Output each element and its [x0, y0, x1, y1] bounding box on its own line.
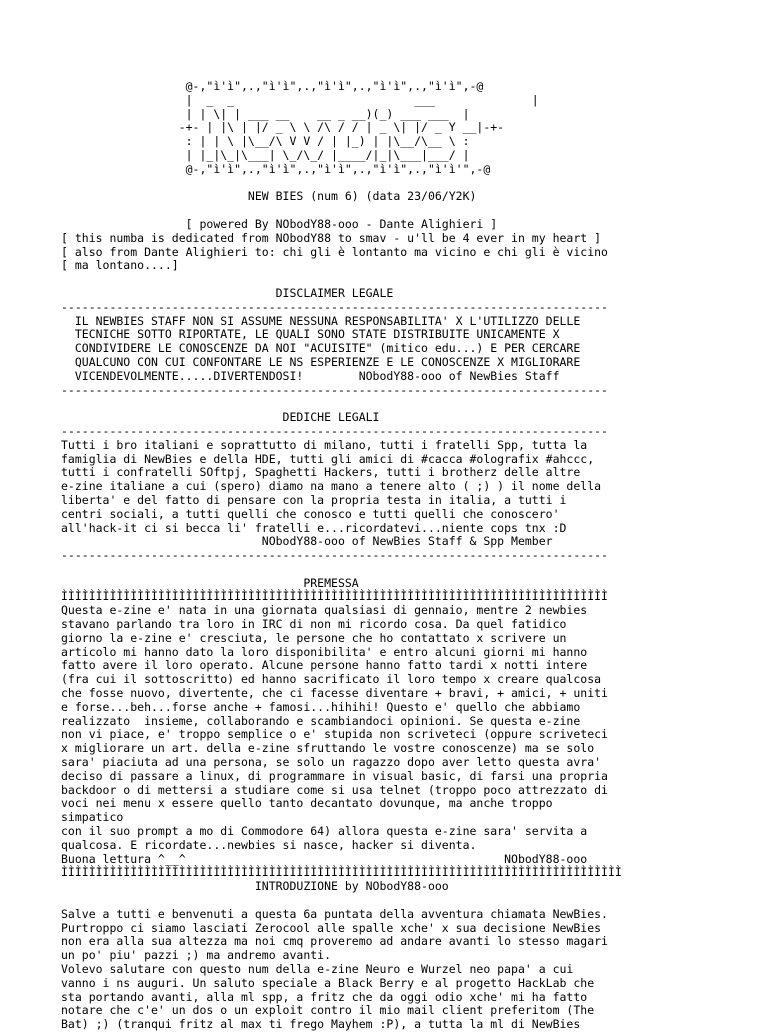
document-line: e-zine italiane a cui (spero) diamo na mano a tenere alto ( ;) ) il nome della	[61, 479, 602, 494]
document-line	[61, 204, 761, 218]
document-line: : | | \ |\__/\ V V / | |_) | |\__/\__ \ :	[61, 134, 470, 149]
document-line: [ also from Dante Alighieri to: chi gli è lontanto ma vicino e chi gli è vicino	[61, 244, 608, 259]
document-line: TECNICHE SOTTO RIPORTATE, LE QUALI SONO STATE DISTRIBUITE UNICAMENTE X	[61, 327, 560, 342]
document-line: sara' piaciuta ad una persona, se solo un ragazzo dopo aver letto questa avra'	[61, 755, 602, 770]
document-line: ÌÌÌÌÌÌÌÌÌÌÌÌÌÌÌÌÌÌÌÌÌÌÌÌÌÌÌÌÌÌÌÌÌÌÌÌÌÌÌÌÌÌÌÌÌÌÌÌÌÌÌÌÌÌÌÌÌÌÌÌÌÌÌÌÌÌÌÌÌÌÌÌÌÌÌÌÌÌÌÌÌ	[61, 865, 622, 880]
document-line: fatto avere il loro operato. Alcune persone hanno fatto tardi x notti intere	[61, 658, 588, 673]
document-line: VICENDEVOLMENTE.....DIVERTENDOSI! NObodY88-ooo of NewBies Staff	[61, 368, 560, 383]
document-line: voci nei menu x essere quello tanto decantato dovunque, ma anche troppo	[61, 796, 553, 811]
document-line: | | \| | ___ __ __ _ __)(_) ___ ___ |	[61, 106, 470, 121]
document-line: CONDIVIDERE LE CONOSCENZE DA NOI "ACUISITE" (mitico edu...) E PER CERCARE	[61, 341, 581, 356]
document-line: simpatico	[61, 810, 124, 825]
document-line: PREMESSA	[61, 575, 359, 590]
document-line: tutti i confratelli SOftpj, Spaghetti Hackers, tutti i brotherz delle altre	[61, 465, 581, 480]
document-line: NEW BIES (num 6) (data 23/06/Y2K)	[61, 189, 477, 204]
document-line: non era alla sua altezza ma noi cmq proveremo ad andare avanti lo stesso magari	[61, 934, 608, 949]
document-line: Volevo salutare con questo num della e-zine Neuro e Wurzel neo papa' a cui	[61, 962, 574, 976]
document-line: vanno i ns auguri. Un saluto speciale a Black Berry e al progetto HackLab che	[61, 975, 595, 990]
document-line: liberta' e del fatto di pensare con la propria testa in italia, a tutti i	[61, 492, 567, 507]
document-line: con il suo prompt a mo di Commodore 64) allora questa e-zine sara' servita a	[61, 824, 588, 839]
document-line	[61, 563, 761, 577]
document-line: non vi piace, e' troppo semplice o e' stupida non scriveteci (oppure scriveteci	[61, 727, 608, 742]
document-line: qualcosa. E ricordate...newbies si nasce, hacker si diventa.	[61, 837, 477, 852]
document-line: -------------------------------------------------------------------------------	[61, 299, 608, 314]
document-line: DISCLAIMER LEGALE	[61, 285, 394, 300]
document-line: Questa e-zine e' nata in una giornata qualsiasi di gennaio, mentre 2 newbies	[61, 603, 588, 618]
document-line: IL NEWBIES STAFF NON SI ASSUME NESSUNA RESPONSABILITA' X L'UTILIZZO DELLE	[61, 313, 581, 328]
document-line: centri sociali, a tutti quelli che conosco e tutti quelli che conoscero'	[61, 506, 560, 521]
document-line: realizzato insieme, collaborando e scambiandoci opinioni. Se questa e-zine	[61, 713, 581, 728]
document-line: Purtroppo ci siamo lasciati Zerocool alle spalle xche' x sua decisione NewBies	[61, 920, 602, 935]
document-line: notare che c'e' un dos o un exploit contro il mio mail client preferitom (The	[61, 1003, 595, 1018]
document-line: -------------------------------------------------------------------------------	[61, 423, 608, 438]
document-line: backdoor o di mettersi a studiare come si usa telnet (troppo poco attrezzato di	[61, 782, 608, 797]
document-line: stavano parlando tra loro in IRC di non mi ricordo cosa. Da quel fatidico	[61, 617, 567, 632]
document-line: all'hack-it ci si becca li' fratelli e...ricordatevi...niente cops tnx :D	[61, 520, 567, 535]
document-line: che fosse nuovo, divertente, che ci facesse diventare + bravi, + amici, + uniti	[61, 686, 608, 701]
document-line: ÌÌÌÌÌÌÌÌÌÌÌÌÌÌÌÌÌÌÌÌÌÌÌÌÌÌÌÌÌÌÌÌÌÌÌÌÌÌÌÌÌÌÌÌÌÌÌÌÌÌÌÌÌÌÌÌÌÌÌÌÌÌÌÌÌÌÌÌÌÌÌÌÌÌÌÌÌÌÌ	[61, 589, 608, 604]
ezine-text-document	[61, 80, 761, 1032]
document-line: @-,"ì'ì",.,"ì'ì",.,"ì'ì",.,"ì'ì",.,"ì'ì",-@	[61, 79, 484, 93]
document-line: -------------------------------------------------------------------------------	[61, 382, 608, 397]
document-line: Bat) ;) (tranqui fritz al max ti frego Mayhem :P), a tutta la ml di NewBies	[61, 1017, 581, 1032]
document-line	[61, 273, 761, 287]
document-line: QUALCUNO CON CUI CONFONTARE LE NS ESPERIENZE E LE CONOSCENZE X MIGLIORARE	[61, 354, 581, 369]
document-line: Salve a tutti e benvenuti a questa 6a puntata della avventura chiamata NewBies.	[61, 906, 608, 921]
document-line: Buona lettura ^__^ NObodY88-ooo	[61, 851, 588, 866]
document-line: | |_|\_|\___| \_/\_/ |____/|_|\___|___/ |	[61, 147, 470, 162]
document-line: [ ma lontano....]	[61, 258, 179, 273]
document-line: NObodY88-ooo of NewBies Staff & Spp Member	[61, 534, 553, 549]
document-line	[61, 177, 761, 191]
document-line: famiglia di NewBies e della HDE, tutti gli amici di #cacca #olografix #ahccc,	[61, 451, 595, 466]
document-line: x migliorare un art. della e-zine sfruttando le vostre conoscenze) ma se solo	[61, 741, 595, 756]
document-line: sta portando avanti, alla ml spp, a fritz che da oggi odio xche' mi ha fatto	[61, 989, 588, 1004]
document-line	[61, 397, 761, 411]
document-line: DEDICHE LEGALI	[61, 410, 380, 425]
document-line: articolo mi hanno dato la loro disponibilita' e entro alcuni giorni mi hanno	[61, 644, 588, 659]
document-line	[61, 894, 761, 908]
document-line: -------------------------------------------------------------------------------	[61, 548, 608, 563]
document-line: (fra cui il sottoscritto) ed hanno sacrificato il loro tempo x creare qualcosa	[61, 672, 602, 687]
document-line: INTRODUZIONE by NObodY88-ooo	[61, 879, 449, 894]
document-line: e forse...beh...forse anche + famosi...hihihi! Questo e' quello che abbiamo	[61, 699, 581, 714]
document-line: un po' piu' pazzi ;) ma andremo avanti.	[61, 948, 332, 963]
document-line: | _ _ ___ |	[61, 92, 539, 107]
document-line: [ powered By NObodY88-ooo - Dante Alighieri ]	[61, 216, 498, 231]
document-line: giorno la e-zine e' cresciuta, le persone che ho contattato x scrivere un	[61, 630, 567, 645]
document-line: -+- | |\ | |/ _ \ \ /\ / / | _ \| |/ _ Y __|-+-	[61, 120, 505, 135]
document-line: deciso di passare a linux, di programmare in visual basic, di farsi una propria	[61, 768, 608, 783]
document-line: @-,"ì'ì",.,"ì'ì",.,"ì'ì",.,"ì'ì",.,"ì'ì'",-@	[61, 161, 491, 176]
document-line: [ this numba is dedicated from NObodY88 to smav - u'll be 4 ever in my heart ]	[61, 230, 602, 245]
document-line: Tutti i bro italiani e soprattutto di milano, tutti i fratelli Spp, tutta la	[61, 437, 588, 452]
